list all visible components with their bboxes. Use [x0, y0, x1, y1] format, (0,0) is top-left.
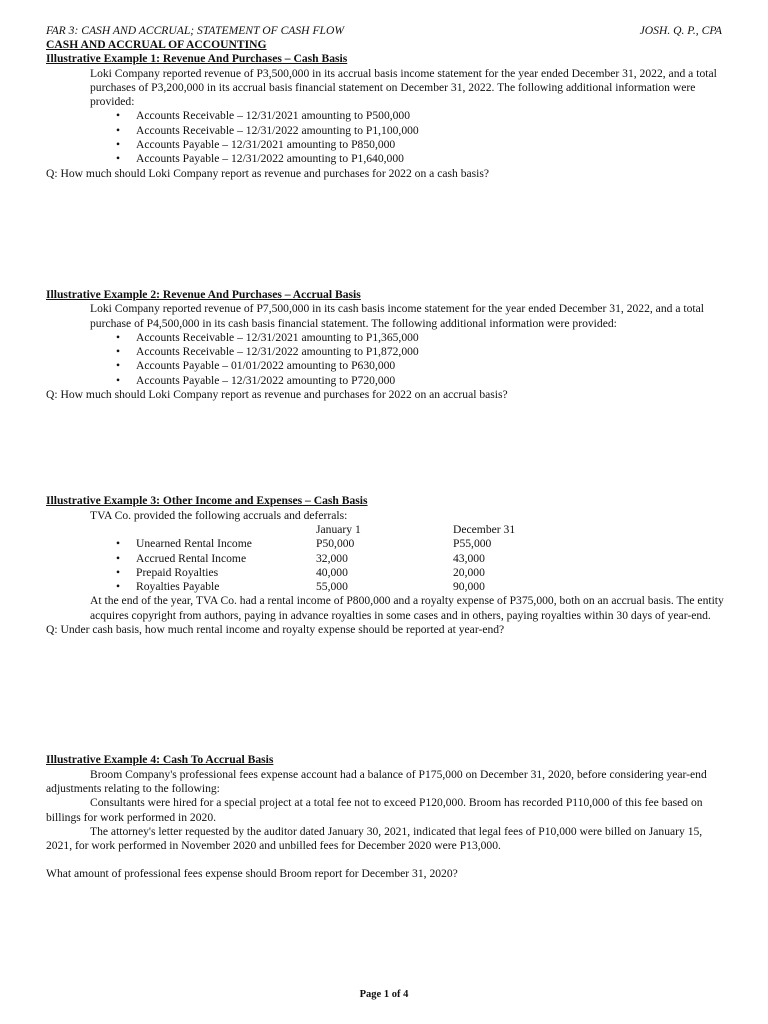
- example-4-title: Illustrative Example 4: Cash To Accrual Basis: [46, 753, 274, 767]
- example-2-title: Illustrative Example 2: Revenue And Purchases – Accrual Basis: [46, 287, 361, 301]
- example-1-list: [46, 109, 724, 166]
- page-number: Page 1 of 4: [359, 989, 409, 1000]
- example-1-title: Illustrative Example 1: Revenue And Purchases – Cash Basis: [46, 52, 348, 66]
- example-1-intro: Loki Company reported revenue of P3,500,000 in its accrual basis income statement for the year ended December 31, 2022, and a total purchases of P3,200,000 in its accrual basis financial statement on December 31, 2022. The following additional information were provided:: [90, 66, 717, 109]
- example-1-question: Q: How much should Loki Company report as revenue and purchases for 2022 on a cash basis?: [46, 166, 490, 180]
- list-item: • Accounts Payable – 01/01/2022 amounting to P630,000: [110, 359, 724, 373]
- list-item: • Accounts Receivable – 12/31/2021 amounting to P1,365,000: [110, 331, 724, 345]
- list-item: • Accounts Payable – 12/31/2022 amounting to P1,640,000: [110, 152, 724, 166]
- table-row: • Accrued Rental Income 32,000 43,000: [110, 552, 573, 566]
- example-4-paragraph-2: Consultants were hired for a special project at a total fee not to exceed P120,000. Broom has recorded P110,000 of this fee based on billings for work performed in 2020.: [46, 796, 703, 824]
- table-row: • Royalties Payable 55,000 90,000: [110, 580, 573, 594]
- running-header: [46, 24, 724, 38]
- list-item: • Accounts Receivable – 12/31/2021 amounting to P500,000: [110, 109, 724, 123]
- example-2: [46, 288, 724, 402]
- example-4: [46, 753, 724, 881]
- example-4-paragraph-3: The attorney's letter requested by the auditor dated January 30, 2021, indicated that legal fees of P10,000 were billed on January 15, 2021, for work performed in November 2020 and unbilled fees for December 2020 were P13,000.: [46, 824, 703, 853]
- accruals-deferrals-table: [110, 523, 573, 594]
- main-title: CASH AND ACCRUAL OF ACCOUNTING: [46, 38, 267, 51]
- example-2-question: Q: How much should Loki Company report as revenue and purchases for 2022 on an accrual basis?: [46, 388, 508, 402]
- document-page: [46, 24, 724, 882]
- table-header-row: [110, 523, 573, 537]
- header-author: JOSH. Q. P., CPA: [639, 24, 722, 37]
- table-row: • Prepaid Royalties 40,000 20,000: [110, 566, 573, 580]
- example-4-paragraph-1: Broom Company's professional fees expense account had a balance of P175,000 on December 31, 2020, before considering year-end adjustments relating to the following:: [46, 767, 707, 795]
- example-3-question: Q: Under cash basis, how much rental income and royalty expense should be reported at year-end?: [46, 623, 505, 637]
- example-3-intro: TVA Co. provided the following accruals and deferrals:: [90, 508, 348, 522]
- list-item: • Accounts Payable – 12/31/2021 amounting to P850,000: [110, 138, 724, 152]
- header-course-title: FAR 3: CASH AND ACCRUAL; STATEMENT OF CASH FLOW: [46, 24, 345, 37]
- example-4-question: What amount of professional fees expense should Broom report for December 31, 2020?: [46, 867, 458, 881]
- list-item: • Accounts Payable – 12/31/2022 amounting to P720,000: [110, 374, 724, 388]
- example-2-intro: Loki Company reported revenue of P7,500,000 in its cash basis income statement for the year ended December 31, 2022, and a total purchase of P4,500,000 in its cash basis financial statement. The following additional information were provided:: [90, 302, 704, 330]
- column-header-december: December 31: [453, 522, 516, 536]
- example-1: [46, 52, 724, 181]
- example-3-title: Illustrative Example 3: Other Income and Expenses – Cash Basis: [46, 494, 368, 508]
- list-item: • Accounts Receivable – 12/31/2022 amounting to P1,100,000: [110, 124, 724, 138]
- example-3-body: At the end of the year, TVA Co. had a rental income of P800,000 and a royalty expense of P375,000, both on an accrual basis. The entity acquires copyright from authors, paying in advance royalties in some cases and in others, paying royalties within 30 days of year-end.: [90, 594, 724, 622]
- table-row: • Unearned Rental Income P50,000 P55,000: [110, 537, 573, 551]
- example-3: [46, 494, 724, 637]
- example-2-list: [46, 331, 724, 388]
- list-item: • Accounts Receivable – 12/31/2022 amounting to P1,872,000: [110, 345, 724, 359]
- column-header-january: January 1: [316, 522, 361, 536]
